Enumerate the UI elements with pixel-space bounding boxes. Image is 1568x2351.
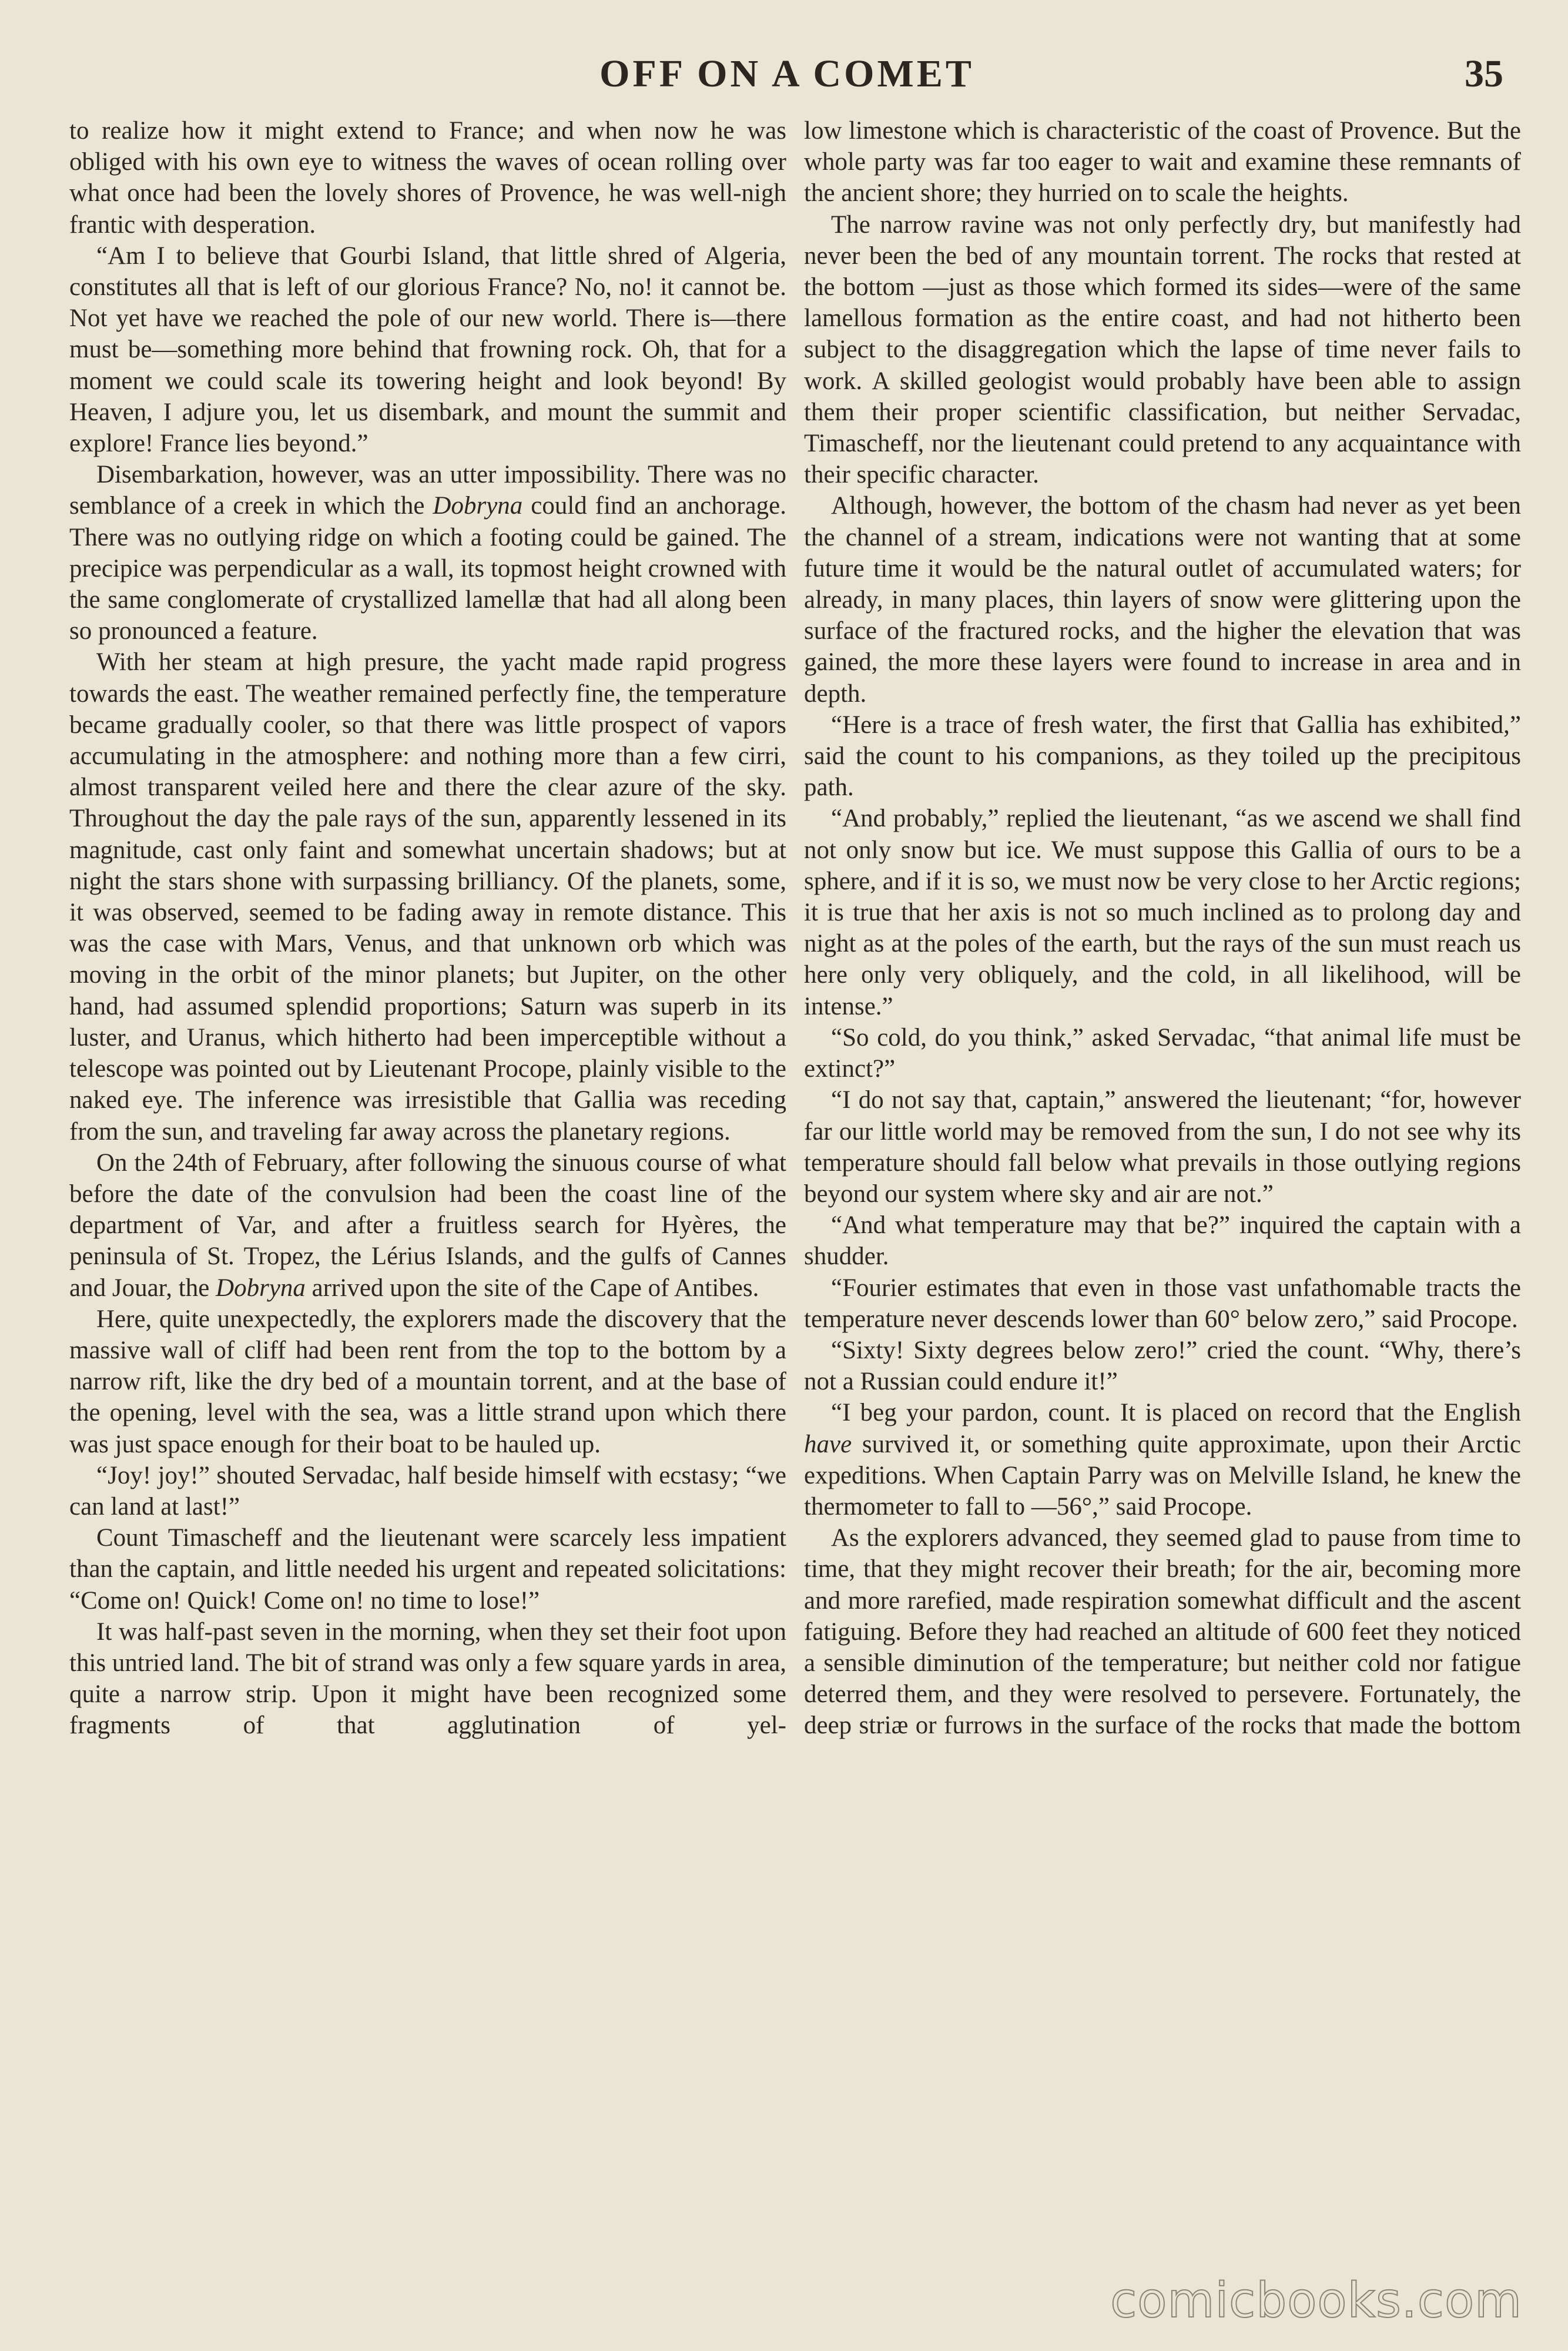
paragraph: “Fourier estimates that even in those vast unfathomable tracts the temperature never descends lower than 60° below zero,” said Procope. (804, 1274, 1521, 1333)
paragraph: Here, quite unexpectedly, the explorers made the discovery that the massive wall of cliff had been rent from the top to the bottom by a narrow rift, like the dry bed of a mountain torrent, and at the base of the opening, level with the sea, was a little strand upon which there was just space enough for their boat to be hauled up. (69, 1305, 786, 1458)
page-number: 35 (1465, 52, 1503, 95)
paragraph: low limestone which is characteristic of the coast of Provence. But the whole party was far too eager to wait and examine these remnants of the ancient shore; they hurried on to scale the heights. (804, 117, 1521, 207)
paragraph: “Sixty! Sixty degrees below zero!” cried the count. “Why, there’s not a Russian could endure it!” (804, 1336, 1521, 1396)
paragraph: “Joy! joy!” shouted Servadac, half beside himself with ecstasy; “we can land at last!” (69, 1461, 786, 1521)
right-column (804, 115, 1521, 2278)
paragraph: Count Timascheff and the lieutenant were scarcely less impatient than the captain, and little needed his urgent and repeated solicitations: “Come on! Quick! Come on! no time to lose!” (69, 1524, 786, 1615)
paragraph: On the 24th of February, after following the sinuous course of what before the date of the convulsion had been the coast line of the department of Var, and after a fruitless search for Hyères, the peninsula of St. Tropez, the Lérius Islands, and the gulfs of Cannes and Jouar, the Dobryna arrived upon the site of the Cape of Antibes. (69, 1148, 786, 1302)
paragraph: “Am I to believe that Gourbi Island, that little shred of Algeria, constitutes all that is left of our glorious France? No, no! it cannot be. Not yet have we reached the pole of our new world. There is—there must be—something more behind that frowning rock. Oh, that for a moment we could scale its towering height and look beyond! By Heaven, I adjure you, let us disembark, and mount the summit and explore! France lies beyond.” (69, 242, 786, 458)
paragraph: to realize how it might extend to France; and when now he was obliged with his own eye to witness the waves of ocean rolling over what once had been the lovely shores of Provence, he was well-nigh frantic with desperation. (69, 117, 786, 239)
watermark: comicbooks.com (1110, 2273, 1522, 2329)
running-title: OFF ON A COMET (599, 52, 974, 95)
paragraph: The narrow ravine was not only perfectly dry, but manifestly had never been the bed of any mountain torrent. The rocks that rested at the bottom —just as those which formed its sides—were of the same lamellous formation as the entire coast, and had not hitherto been subject to the disaggregation which the lapse of time never fails to work. A skilled geologist would probably have been able to assign them their proper scientific classification, but neither Servadac, Timascheff, nor the lieutenant could pretend to any acquaintance with their specific character. (804, 210, 1521, 489)
paragraph: It was half-past seven in the morning, when they set their foot upon this untried land. The bit of strand was only a few square yards in area, quite a narrow strip. Upon it might have been recognized some fragments of that agglutination of yel- (69, 1617, 786, 1740)
paragraph: “I beg your pardon, count. It is placed on record that the English have survived it, or something quite approximate, upon their Arctic expeditions. When Captain Parry was on Melville Island, he knew the thermometer to fall to —56°,” said Procope. (804, 1399, 1521, 1521)
paragraph: Although, however, the bottom of the chasm had never as yet been the channel of a stream, indications were not wanting that at some future time it would be the natural outlet of accumulated waters; for already, in many places, thin layers of snow were glittering upon the surface of the fractured rocks, and the higher the elevation that was gained, the more these layers were found to increase in area and in depth. (804, 492, 1521, 708)
paragraph: “So cold, do you think,” asked Servadac, “that animal life must be extinct?” (804, 1023, 1521, 1083)
paragraph: “I do not say that, captain,” answered the lieutenant; “for, however far our little world may be removed from the sun, I do not see why its temperature should fall below what prevails in those outlying regions beyond our system where sky and air are not.” (804, 1086, 1521, 1208)
paragraph: “Here is a trace of fresh water, the first that Gallia has exhibited,” said the count to his companions, as they toiled up the precipitous path. (804, 711, 1521, 802)
paragraph: Disembarkation, however, was an utter impossibility. There was no semblance of a creek in which the Dobryna could find an anchorage. There was no outlying ridge on which a footing could be gained. The precipice was perpendicular as a wall, its topmost height crowned with the same conglomerate of crystallized lamellæ that had all along been so pronounced a feature. (69, 461, 787, 645)
left-column (69, 115, 786, 2278)
paragraph: With her steam at high presure, the yacht made rapid progress towards the east. The weather remained perfectly fine, the temperature became gradually cooler, so that there was little prospect of vapors accumulating in the atmosphere: and nothing more than a few cirri, almost transparent veiled here and there the clear azure of the sky. Throughout the day the pale rays of the sun, apparently lessened in its magnitude, cast only faint and somewhat uncertain shadows; but at night the stars shone with surpassing brilliancy. Of the planets, some, it was observed, seemed to be fading away in remote distance. This was the case with Mars, Venus, and that unknown orb which was moving in the orbit of the minor planets; but Jupiter, on the other hand, had assumed splendid proportions; Saturn was superb in its luster, and Uranus, which hitherto had been imperceptible without a telescope was pointed out by Lieutenant Procope, plainly visible to the naked eye. The inference was irresistible that Gallia was receding from the sun, and traveling far away across the planetary regions. (69, 648, 786, 1146)
paragraph: “And probably,” replied the lieutenant, “as we ascend we shall find not only snow but ice. We must suppose this Gallia of ours to be a sphere, and if it is so, we must now be very close to her Arctic regions; it is true that her axis is not so much inclined as to prolong day and night as at the poles of the earth, but the rays of the sun must reach us here only very obliquely, and the cold, in all likelihood, will be intense.” (804, 805, 1521, 1020)
paragraph: As the explorers advanced, they seemed glad to pause from time to time, that they might recover their breath; for the air, becoming more and more rarefied, made respiration somewhat difficult and the ascent fatiguing. Before they had reached an altitude of 600 feet they noticed a sensible diminution of the temperature; but neither cold nor fatigue deterred them, and they were resolved to persevere. Fortunately, the deep striæ or furrows in the surface of the rocks that made the bottom (804, 1524, 1521, 1740)
paragraph: “And what temperature may that be?” inquired the captain with a shudder. (804, 1211, 1521, 1271)
page-header (65, 52, 1509, 105)
